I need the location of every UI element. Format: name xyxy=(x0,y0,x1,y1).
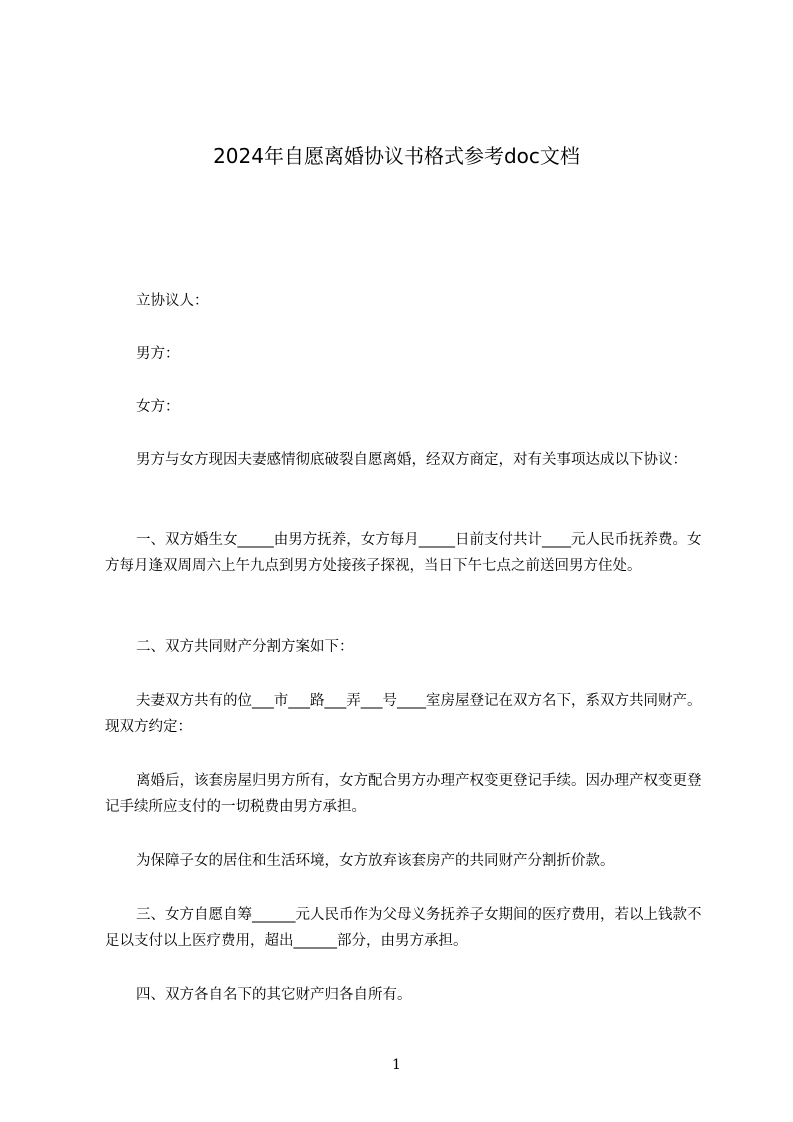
page-number: 1 xyxy=(392,1057,401,1073)
paragraph-property-desc: 夫妻双方共有的位___市___路___弄___号____室房屋登记在双方名下，系双方共同财产。现双方约定： xyxy=(105,693,702,735)
document-title: 2024年自愿离婚协议书格式参考doc文档 xyxy=(213,144,580,168)
paragraph-clause-4: 四、双方各自名下的其它财产归各自所有。 xyxy=(136,987,412,1003)
paragraph-female-party: 女方： xyxy=(136,399,180,415)
paragraph-preamble: 男方与女方现因夫妻感情彻底破裂自愿离婚，经双方商定，对有关事项达成以下协议： xyxy=(136,452,687,468)
paragraph-male-party: 男方： xyxy=(136,346,180,362)
paragraph-parties: 立协议人： xyxy=(136,293,209,309)
paragraph-clause-3: 三、女方自愿自筹______元人民币作为父母义务抚养子女期间的医疗费用，若以上钱款不足以支付以上医疗费用，超出______部分，由男方承担。 xyxy=(105,907,702,949)
paragraph-property-agreement: 离婚后，该套房屋归男方所有，女方配合男方办理产权变更登记手续。因办理产权变更登记手续所应支付的一切税费由男方承担。 xyxy=(105,773,702,815)
paragraph-property-waiver: 为保障子女的居住和生活环境，女方放弃该套房产的共同财产分割折价款。 xyxy=(136,853,615,869)
paragraph-clause-1: 一、双方婚生女_____由男方抚养，女方每月_____日前支付共计____元人民币抚养费。女方每月逢双周周六上午九点到男方处接孩子探视，当日下午七点之前送回男方住处。 xyxy=(105,532,702,574)
paragraph-clause-2: 二、双方共同财产分割方案如下： xyxy=(136,639,354,655)
